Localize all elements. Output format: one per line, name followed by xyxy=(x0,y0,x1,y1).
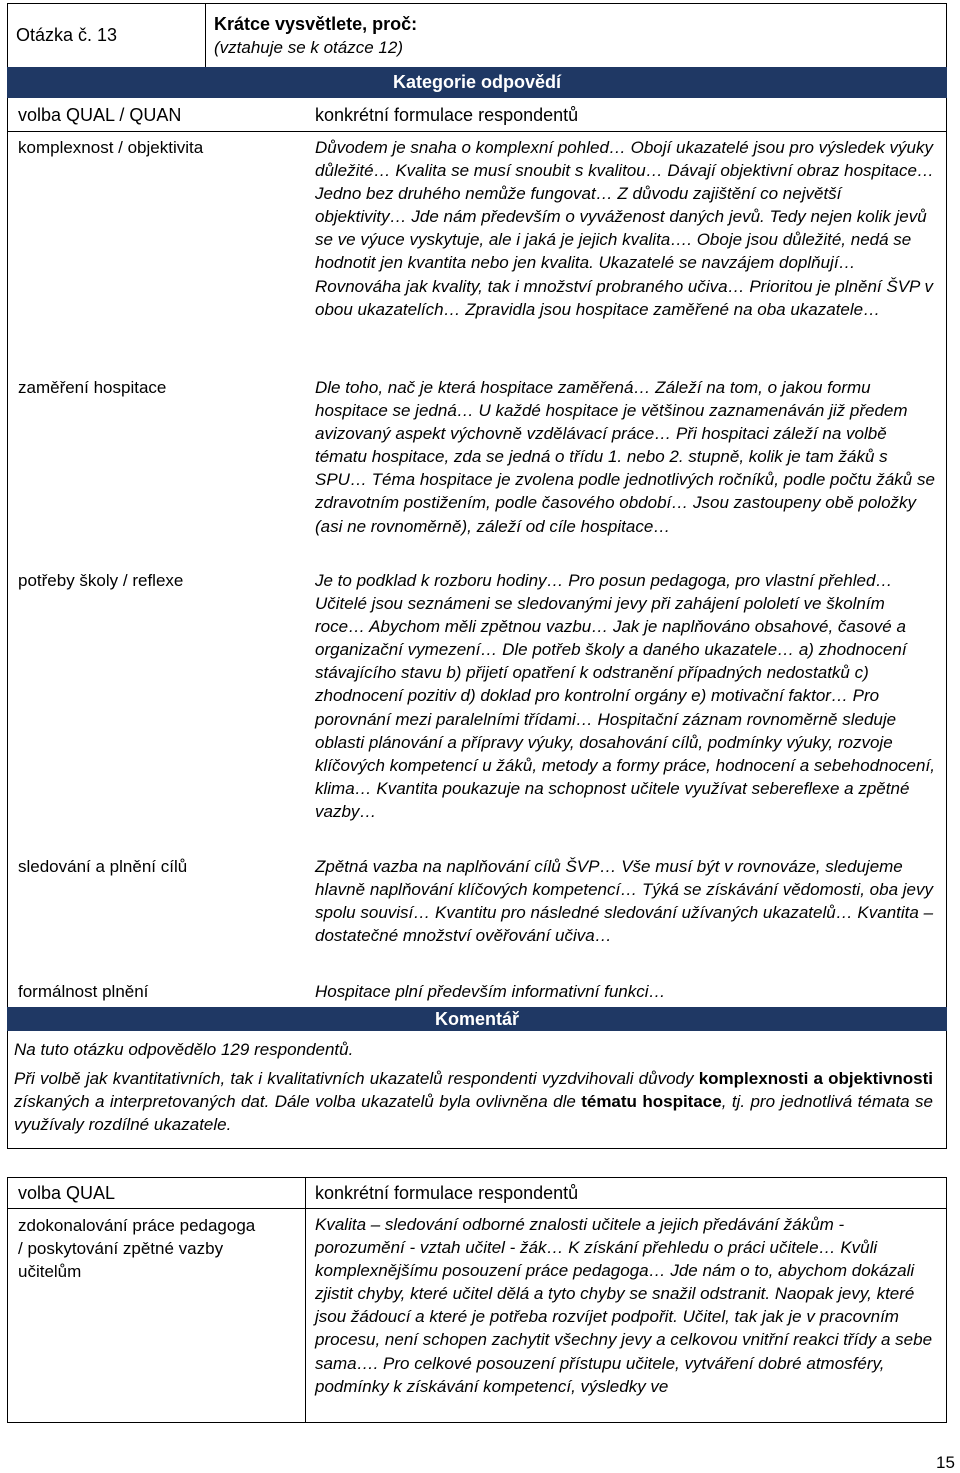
qual-header-rule xyxy=(7,1208,947,1209)
statements-text: Dle toho, nač je která hospitace zaměřená… Záleží na tom, o jakou formu hospitace se jedná… U každé hospitace je většinou zaznamenáván již předem avizovaný aspekt výchovně vzdělávací práce… Při hospitaci záleží na volbě tématu hospitace, zda se jedná o třídu 1. nebo 2. stupně, kolik je tam žáků s SPU… Téma hospitace je zvolena podle jednotlivých ročníků, podle počtu žáků se zdravotním postižením, podle časového období… Jsou zastoupeny obě položky (asi ne rovnoměrně), záleží od cíle hospitace… xyxy=(315,378,935,536)
category-label: potřeby školy / reflexe xyxy=(18,571,184,590)
header-rule xyxy=(7,131,947,132)
col-header-statements: konkrétní formulace respondentů xyxy=(315,105,579,125)
question-subtitle: (vztahuje se k otázce 12) xyxy=(214,38,403,57)
col-header-choice: volba QUAL xyxy=(18,1183,116,1203)
category-label: sledování a plnění cílů xyxy=(18,857,188,876)
header-divider xyxy=(205,3,206,67)
statements-text: Je to podklad k rozboru hodiny… Pro posun pedagoga, pro vlastní přehled… Učitelé jsou seznámeni se sledovanými jevy při zahájení pololetí ve školním roce… Abychom měli zpětnou vazbu… Jak je naplňováno obsahové, časové a organizační vymezení… Dle potřeb školy a daného ukazatele… a) zhodnocení stávajícího stavu b) přijetí opatření k odstranění případných nedostatků c) zhodnocení pozitiv d) doklad pro kontrolní orgány e) motivační faktor… Pro porovnání mezi paralelními třídami… Hospitační záznam rovnoměrně sleduje oblasti plánování a přípravy výuky, dosahování cílů, podmínky výuky, rozvoje klíčových kompetencí u žáků, metody a formy práce, hodnocení a sebehodnocení, klima… Kvantita poukazuje na schopnost učitele využívat sebereflexe a zpětné vazby… xyxy=(315,571,935,821)
category-label: formálnost plnění xyxy=(18,982,149,1001)
col-header-statements: konkrétní formulace respondentů xyxy=(315,1183,579,1203)
category-label: zaměření hospitace xyxy=(18,378,167,397)
comment-header-bar: Komentář xyxy=(7,1007,947,1031)
category-label: komplexnost / objektivita xyxy=(18,138,204,157)
question-title: Krátce vysvětlete, proč: xyxy=(214,14,418,34)
categories-header-bar: Kategorie odpovědí xyxy=(7,67,947,98)
page-number: 15 xyxy=(936,1453,955,1472)
statements-text: Důvodem je snaha o komplexní pohled… Obojí ukazatelé jsou pro výsledek výuky důležité… Kvalita se musí snoubit s kvalitou… Dávají objektivní obraz hospitace… Jedno bez druhého nemůže fungovat… Z důvodu zajištění co největší objektivity… Jde nám především o vyváženost daných jevů. Tedy nejen kolik jevů se ve výuce vyskytuje, ale i jaká je jejich kvalita…. Oboje jsou důležité, nedá se hodnotit jen kvantita nebo jen kvalita. Ukazatelé se navzájem doplňují… Rovnováha jak kvality, tak i množství probraného učiva… Prioritou je plnění ŠVP v obou ukazatelích… Zpravidla jsou hospitace zaměřené na oba ukazatele… xyxy=(315,138,934,319)
statements-text: Hospitace plní především informativní funkci… xyxy=(315,982,666,1001)
statements-text: Zpětná vazba na naplňování cílů ŠVP… Vše musí být v rovnováze, sledujeme hlavně naplňování klíčových kompetencí… Týká se získávání vědomosti, oba jevy spolu souvisí… Kvantitu pro následné sledování užívaných ukazatelů… Kvantita – dostatečné množství ověřování učiva… xyxy=(315,857,934,946)
qual-table-divider xyxy=(305,1177,306,1423)
comment-paragraph: Při volbě jak kvantitativních, tak i kvalitativních ukazatelů respondenti vyzdvihovali důvody komplexnosti a objektivnosti získaných a interpretovaných dat. Dále volba ukazatelů byla ovlivněna dle tématu hospitace, tj. pro jednotlivá témata se využívaly rozdílné ukazatele. xyxy=(14,1069,934,1134)
question-label: Otázka č. 13 xyxy=(16,25,118,45)
category-label: zdokonalování práce pedagoga / poskytování zpětné vazby učitelům xyxy=(18,1216,256,1281)
col-header-choice: volba QUAL / QUAN xyxy=(18,105,182,125)
statements-text: Kvalita – sledování odborné znalosti učitele a jejich předávání žákům - porozumění - vztah učitel - žák… K získání přehledu o práci učitele… Kvůli komplexnějšímu posouzení práce pedagoga… Jde nám o to, abychom dokázali zjistit chyby, které učitel dělá a tyto chyby se snažil odstranit. Naopak jevy, které jsou žádoucí a které je potřeba rozvíjet podpořit. Učitel, tak jak je v pracovním procesu, není schopen zachytit všechny jevy a celkovou vnitřní reakci třídy a sebe sama…. Pro celkové posouzení přístupu učitele, vytváření dobré atmosféry, podmínky k získávání kompetencí, výsledky ve xyxy=(315,1215,933,1396)
respondent-count: Na tuto otázku odpovědělo 129 respondentů. xyxy=(14,1040,354,1059)
